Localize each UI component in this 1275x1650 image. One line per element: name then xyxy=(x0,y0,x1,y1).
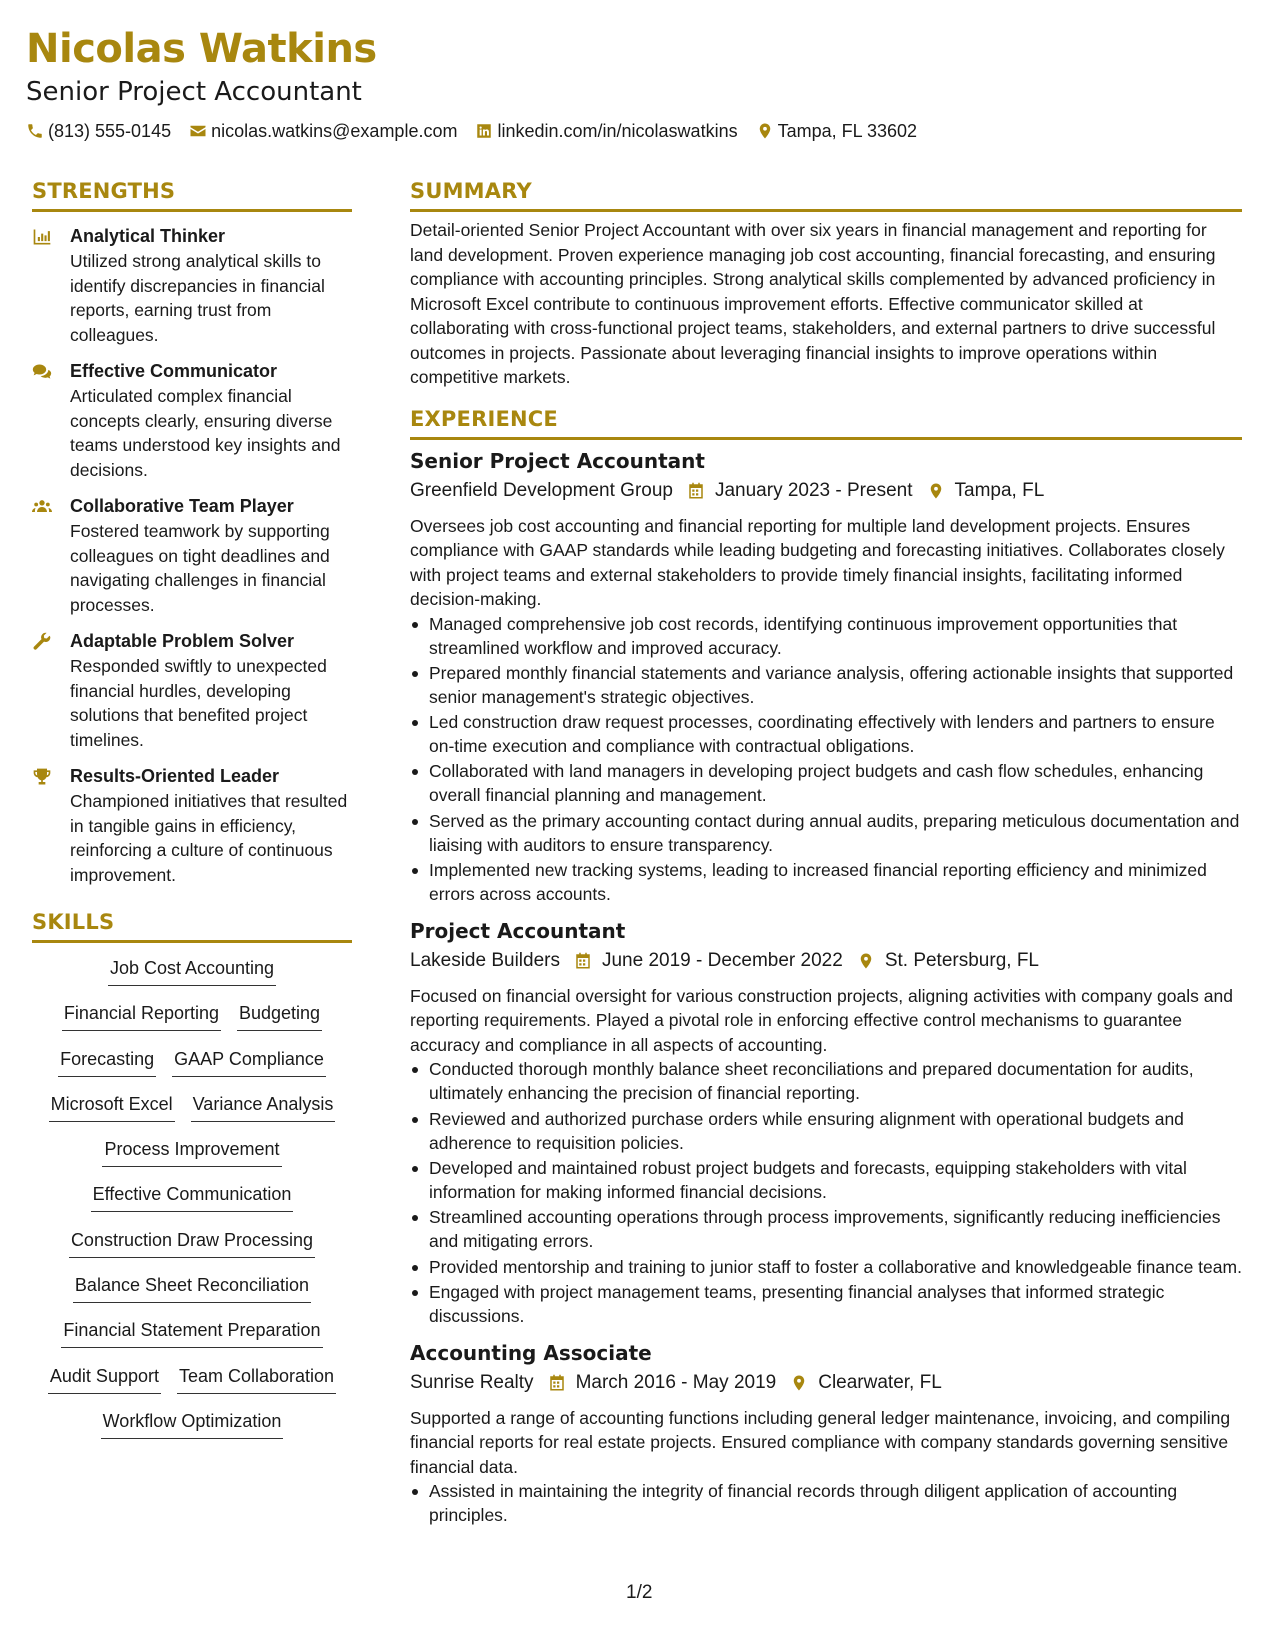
job-location: Tampa, FL xyxy=(954,479,1045,501)
job-bullets xyxy=(410,1479,1242,1527)
candidate-name: Nicolas Watkins xyxy=(26,26,377,72)
list-item: Led construction draw request processes, coordinating effectively with lenders and partners to ensure on-time execution and compliance with contractual obligations. xyxy=(410,710,1242,758)
map-pin-icon xyxy=(857,952,875,970)
linkedin-text: linkedin.com/in/nicolaswatkins xyxy=(497,120,738,141)
strength-title: Analytical Thinker xyxy=(70,226,226,246)
skill-tag: Balance Sheet Reconciliation xyxy=(73,1272,311,1303)
job-description: Focused on financial oversight for various construction projects, aligning activities with company goals and reporting requirements. Played a pivotal role in enforcing effective control mechanisms to guarantee accuracy and compliance in all aspects of accounting. xyxy=(410,985,1233,1055)
list-item: Prepared monthly financial statements and variance analysis, offering actionable insights that supported senior management's strategic objectives. xyxy=(410,661,1242,709)
calendar-icon xyxy=(687,482,705,500)
map-pin-icon xyxy=(927,482,945,500)
bar-chart-icon xyxy=(32,227,52,247)
skills-section xyxy=(32,907,352,1453)
job-company: Sunrise Realty xyxy=(410,1371,534,1393)
skill-tag: GAAP Compliance xyxy=(172,1046,326,1077)
summary-heading: SUMMARY xyxy=(410,179,532,203)
calendar-icon xyxy=(574,952,592,970)
job-title: Project Accountant xyxy=(410,918,626,943)
list-item: Conducted thorough monthly balance sheet reconciliations and prepared documentation for audits, ultimately enhancing the precision of financial reporting. xyxy=(410,1057,1242,1105)
job-title: Accounting Associate xyxy=(410,1340,652,1365)
contact-phone[interactable] xyxy=(26,121,171,142)
strength-desc: Fostered teamwork by supporting colleagues on tight deadlines and navigating challenges in financial processes. xyxy=(70,521,330,615)
phone-icon xyxy=(26,122,44,140)
left-column xyxy=(32,176,352,1453)
map-pin-icon xyxy=(790,1374,808,1392)
users-icon xyxy=(32,497,52,517)
job-entry xyxy=(410,916,1242,1328)
job-meta xyxy=(410,946,1242,976)
skills-heading: SKILLS xyxy=(32,910,115,934)
strength-desc: Utilized strong analytical skills to identify discrepancies in financial reports, earning trust from colleagues. xyxy=(70,251,325,345)
skill-tag: Financial Reporting xyxy=(62,1000,221,1031)
list-item: Engaged with project management teams, presenting financial analyses that informed strategic discussions. xyxy=(410,1280,1242,1328)
summary-section xyxy=(410,176,1242,390)
summary-text: Detail-oriented Senior Project Accountant with over six years in financial management and reporting for land development. Proven experience managing job cost accounting, financial forecasting, and ensuring compliance with accounting principles. Strong analytical skills complemented by advanced proficiency in Microsoft Excel contribute to continuous improvement efforts. Effective communicator skilled at collaborating with cross-functional project teams, stakeholders, and external partners to drive successful outcomes in projects. Passionate about leveraging financial insights to improve operations within competitive markets. xyxy=(410,220,1216,387)
job-meta xyxy=(410,476,1242,506)
job-company: Lakeside Builders xyxy=(410,949,560,971)
job-dates: January 2023 - Present xyxy=(714,479,913,501)
job-bullets xyxy=(410,612,1242,906)
right-column xyxy=(410,176,1242,1529)
job-bullets xyxy=(410,1057,1242,1327)
list-item: Reviewed and authorized purchase orders while ensuring alignment with operational budgets and adherence to requisition policies. xyxy=(410,1107,1242,1155)
job-dates: June 2019 - December 2022 xyxy=(601,949,843,971)
contact-email[interactable] xyxy=(189,121,457,142)
strength-desc: Articulated complex financial concepts clearly, ensuring diverse teams understood key insights and decisions. xyxy=(70,386,341,480)
strength-title: Results-Oriented Leader xyxy=(70,766,280,786)
job-description: Supported a range of accounting functions including general ledger maintenance, invoicing, and compiling financial reports for real estate projects. Ensured compliance with company standards governing sensitive financial data. xyxy=(410,1407,1231,1477)
job-description: Oversees job cost accounting and financial reporting for multiple land development projects. Ensures compliance with GAAP standards while leading budgeting and forecasting initiatives. Collaborates closely with project teams and external stakeholders to provide timely financial insights, facilitating informed decision-making. xyxy=(410,515,1225,609)
job-entry xyxy=(410,1338,1242,1528)
resume-header xyxy=(26,24,1246,144)
list-item: Provided mentorship and training to junior staff to foster a collaborative and knowledgeable finance team. xyxy=(410,1255,1242,1279)
job-meta xyxy=(410,1368,1242,1398)
strength-title: Collaborative Team Player xyxy=(70,496,294,516)
contact-location xyxy=(756,121,917,142)
location-text: Tampa, FL 33602 xyxy=(777,120,917,141)
list-item: Implemented new tracking systems, leading to increased financial reporting efficiency and minimized errors across accounts. xyxy=(410,858,1242,906)
job-dates: March 2016 - May 2019 xyxy=(575,1371,777,1393)
strength-item xyxy=(32,494,352,617)
job-company: Greenfield Development Group xyxy=(410,479,673,501)
strength-title: Effective Communicator xyxy=(70,361,278,381)
skill-tag: Audit Support xyxy=(48,1363,161,1394)
job-entry xyxy=(410,446,1242,906)
job-location: St. Petersburg, FL xyxy=(884,949,1039,971)
trophy-icon xyxy=(32,767,52,787)
contact-linkedin[interactable] xyxy=(475,121,737,142)
job-location: Clearwater, FL xyxy=(818,1371,942,1393)
skill-tag: Workflow Optimization xyxy=(101,1408,284,1439)
linkedin-icon xyxy=(475,122,493,140)
comments-icon xyxy=(32,362,52,382)
skill-tag: Process Improvement xyxy=(102,1136,281,1167)
strength-desc: Championed initiatives that resulted in tangible gains in efficiency, reinforcing a culture of continuous improvement. xyxy=(70,791,348,885)
phone-text: (813) 555-0145 xyxy=(48,120,172,141)
experience-heading: EXPERIENCE xyxy=(410,406,558,431)
skill-tag: Effective Communication xyxy=(91,1181,294,1212)
strength-item xyxy=(32,224,352,347)
list-item: Assisted in maintaining the integrity of financial records through diligent application of accounting principles. xyxy=(410,1479,1242,1527)
map-pin-icon xyxy=(756,122,774,140)
page-number: 1/2 xyxy=(626,1582,653,1603)
list-item: Collaborated with land managers in developing project budgets and cash flow schedules, enhancing overall financial planning and management. xyxy=(410,759,1242,807)
wrench-icon xyxy=(32,632,52,652)
job-title: Senior Project Accountant xyxy=(410,448,705,473)
section-divider xyxy=(410,437,1242,440)
skills-list xyxy=(32,955,352,1453)
list-item: Developed and maintained robust project budgets and forecasts, equipping stakeholders with vital information for making informed financial decisions. xyxy=(410,1156,1242,1204)
candidate-title: Senior Project Accountant xyxy=(26,77,362,107)
contact-bar xyxy=(26,118,1246,144)
skill-tag: Financial Statement Preparation xyxy=(61,1317,322,1348)
section-divider xyxy=(32,209,352,212)
skill-tag: Variance Analysis xyxy=(191,1091,336,1122)
envelope-icon xyxy=(189,122,207,140)
strength-item xyxy=(32,629,352,752)
calendar-icon xyxy=(548,1374,566,1392)
list-item: Managed comprehensive job cost records, identifying continuous improvement opportunities that streamlined workflow and improved accuracy. xyxy=(410,612,1242,660)
email-text: nicolas.watkins@example.com xyxy=(211,120,458,141)
strength-desc: Responded swiftly to unexpected financial hurdles, developing solutions that benefited project timelines. xyxy=(70,656,327,750)
skill-tag: Forecasting xyxy=(58,1046,156,1077)
section-divider xyxy=(32,940,352,943)
list-item: Served as the primary accounting contact during annual audits, preparing meticulous documentation and liaising with auditors to ensure transparency. xyxy=(410,809,1242,857)
strength-item xyxy=(32,764,352,887)
list-item: Streamlined accounting operations through process improvements, significantly reducing inefficiencies and mitigating errors. xyxy=(410,1205,1242,1253)
strength-title: Adaptable Problem Solver xyxy=(70,631,295,651)
experience-section xyxy=(410,404,1242,1528)
skill-tag: Job Cost Accounting xyxy=(108,955,276,986)
skill-tag: Budgeting xyxy=(237,1000,322,1031)
skill-tag: Microsoft Excel xyxy=(49,1091,175,1122)
section-divider xyxy=(410,209,1242,212)
skill-tag: Team Collaboration xyxy=(177,1363,336,1394)
skill-tag: Construction Draw Processing xyxy=(69,1227,315,1258)
strengths-heading: STRENGTHS xyxy=(32,179,176,203)
strength-item xyxy=(32,359,352,482)
strengths-section xyxy=(32,176,352,887)
